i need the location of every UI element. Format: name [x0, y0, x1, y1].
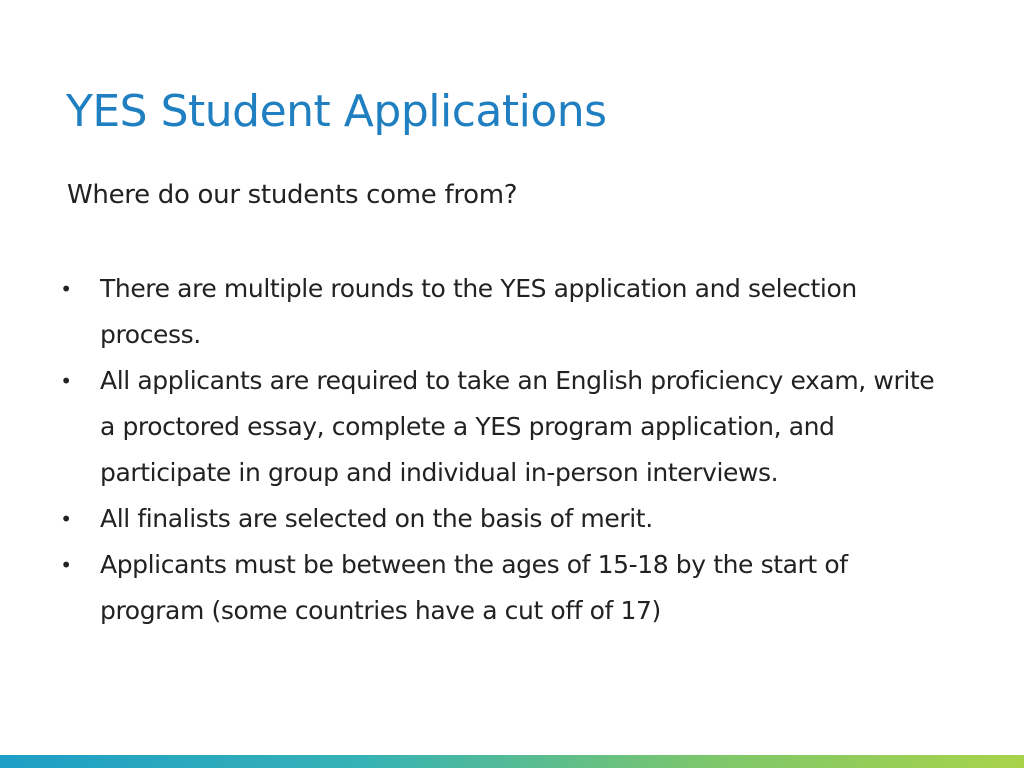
bullet-icon: • [60, 369, 72, 393]
bullet-text: All finalists are selected on the basis of merit. [100, 504, 653, 533]
slide-title: YES Student Applications [66, 86, 607, 137]
bullet-item [54, 266, 954, 358]
bullet-text: Applicants must be between the ages of 15-18 by the start of program (some countries have a cut off of 17) [100, 550, 848, 625]
bullet-item [54, 358, 954, 496]
slide-subtitle: Where do our students come from? [67, 180, 518, 210]
bullet-item [54, 496, 954, 542]
bullet-icon: • [60, 507, 72, 531]
bullet-icon: • [60, 553, 72, 577]
bullet-list [54, 266, 954, 634]
bullet-text: There are multiple rounds to the YES application and selection process. [100, 274, 857, 349]
bullet-icon: • [60, 277, 72, 301]
bullet-text: All applicants are required to take an English proficiency exam, write a proctored essay, complete a YES program application, and participate in group and individual in-person interviews. [100, 366, 935, 487]
bullet-item [54, 542, 954, 634]
accent-bar [0, 755, 1024, 768]
